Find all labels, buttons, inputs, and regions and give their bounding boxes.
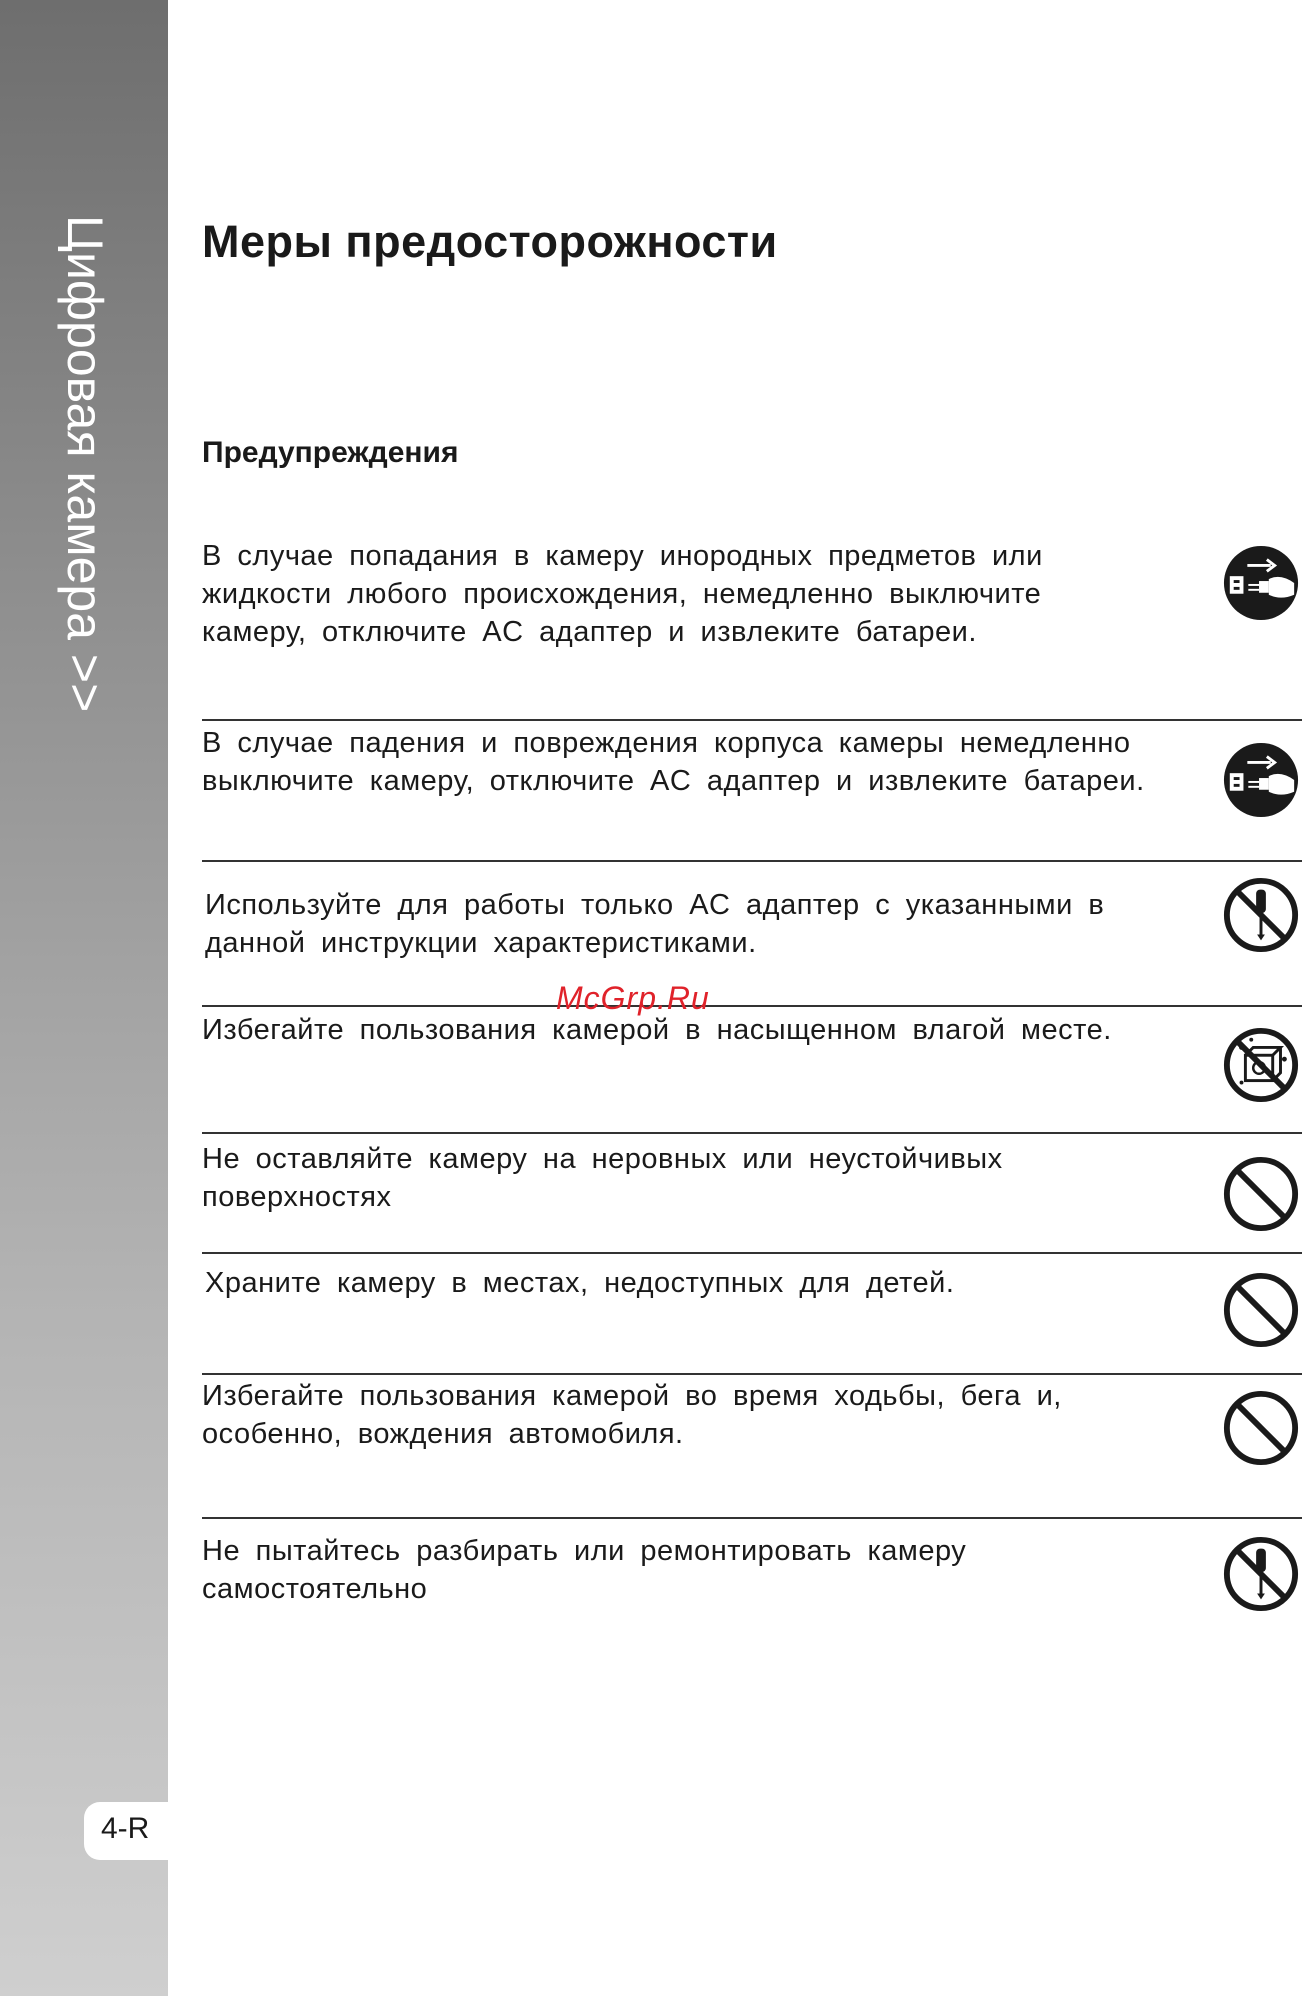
- divider-1: [202, 719, 1302, 721]
- divider-4: [202, 1132, 1302, 1134]
- warning-text-8: Не пытайтесь разбирать или ремонтировать камеру самостоятельно: [202, 1535, 967, 1605]
- no-disassembly-icon: [1222, 876, 1300, 954]
- divider-7: [202, 1517, 1302, 1519]
- sidebar: [0, 0, 168, 1996]
- warning-text-3: Используйте для работы только AC адаптер с указанными в данной инструкции характеристиками.: [205, 889, 1105, 959]
- divider-6: [202, 1373, 1302, 1375]
- divider-5: [202, 1252, 1302, 1254]
- warning-text-4: Избегайте пользования камерой в насыщенном влагой месте.: [202, 1014, 1112, 1046]
- warning-text-1: В случае попадания в камеру инородных предметов или жидкости любого происхождения, немедленно выключите камеру, отключите AC адаптер и извлеките батареи.: [202, 540, 1043, 648]
- page-number: 4-R: [101, 1812, 150, 1845]
- sidebar-label: Цифровая камера >>: [57, 215, 113, 713]
- watermark: McGrp.Ru: [556, 980, 710, 1016]
- warning-text-2: В случае падения и повреждения корпуса камеры немедленно выключите камеру, отключите AC адаптер и извлеките батареи.: [202, 727, 1145, 797]
- warning-text-7: Избегайте пользования камерой во время ходьбы, бега и, особенно, вождения автомобиля.: [202, 1380, 1062, 1450]
- warning-text-6: Храните камеру в местах, недоступных для детей.: [205, 1267, 955, 1299]
- section-title: Предупреждения: [202, 436, 459, 469]
- divider-3: [202, 1005, 1302, 1007]
- divider-2: [202, 860, 1302, 862]
- unplug-icon: [1222, 741, 1300, 819]
- no-disassembly-icon: [1222, 1535, 1300, 1613]
- prohibited-icon: [1222, 1155, 1300, 1233]
- page-title: Меры предосторожности: [202, 216, 778, 267]
- unplug-icon: [1222, 544, 1300, 622]
- prohibited-icon: [1222, 1389, 1300, 1467]
- no-moisture-icon: [1222, 1026, 1300, 1104]
- prohibited-icon: [1222, 1271, 1300, 1349]
- warning-text-5: Не оставляйте камеру на неровных или неустойчивых поверхностях: [202, 1143, 1003, 1213]
